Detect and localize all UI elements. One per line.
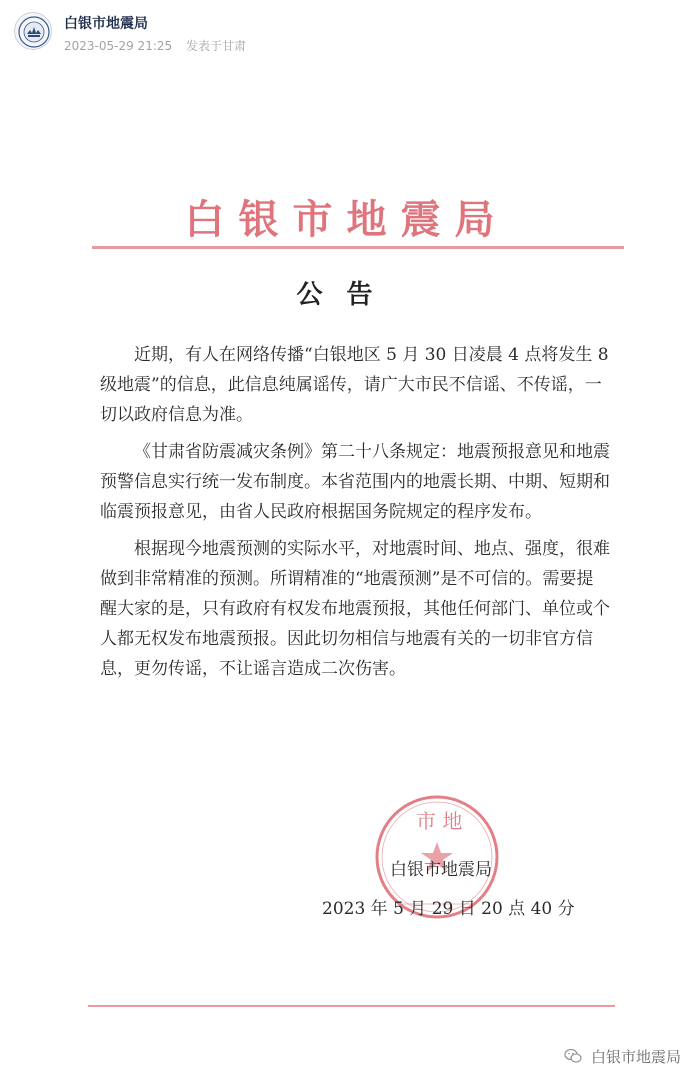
notice-body xyxy=(100,340,610,691)
footer-divider xyxy=(88,1005,615,1007)
earthquake-bureau-emblem-icon xyxy=(15,13,53,51)
notice-title: 公告 xyxy=(296,280,397,310)
post-location: 发表于甘肃 xyxy=(185,39,246,53)
header-divider xyxy=(92,246,624,249)
author-name[interactable]: 白银市地震局 xyxy=(64,16,148,32)
sign-date: 2023 年 5 月 29 日 20 点 40 分 xyxy=(322,899,575,919)
org-title: 白银市地震局 xyxy=(184,197,509,243)
paragraph: 《甘肃省防震减灾条例》第二十八条规定：地震预报意见和地震预警信息实行统一发布制度。本省范围内的地震长期、中期、短期和临震预报意见，由省人民政府根据国务院规定的程序发布。 xyxy=(100,442,610,522)
paragraph: 根据现今地震预测的实际水平，对地震时间、地点、强度，很难做到非常精准的预测。所谓精准的“地震预测”是不可信的。需要提醒大家的是，只有政府有权发布地震预报，其他任何部门、单位或个人都无权发布地震预报。因此切勿相信与地震有关的一切非官方信息，更勿传谣，不让谣言造成二次伤害。 xyxy=(100,539,610,679)
post-header xyxy=(0,0,693,64)
wechat-icon xyxy=(564,1048,582,1068)
signer: 白银市地震局 xyxy=(390,860,492,880)
post-meta xyxy=(64,37,256,54)
watermark xyxy=(564,1046,681,1068)
seal-text: 市 地 xyxy=(416,809,463,833)
paragraph: 近期，有人在网络传播“白银地区 5 月 30 日凌晨 4 点将发生 8 级地震”的信息，此信息纯属谣传，请广大市民不信谣、不传谣，一切以政府信息为准。 xyxy=(100,345,609,425)
watermark-text: 白银市地震局 xyxy=(590,1048,681,1066)
avatar[interactable] xyxy=(14,12,52,50)
post-date: 2023-05-29 21:25 xyxy=(64,39,173,53)
